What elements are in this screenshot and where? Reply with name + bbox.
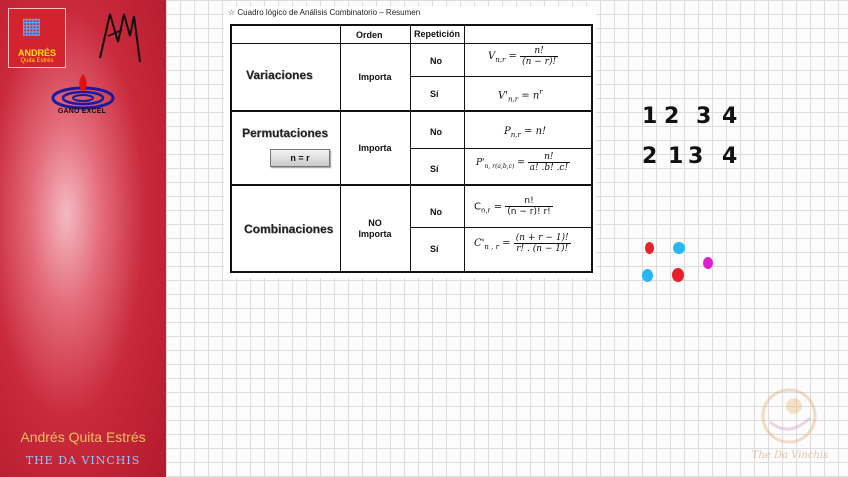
left-brand-panel: [0, 0, 166, 477]
handwritten-digit: 2: [642, 144, 658, 169]
formula-variaciones: $V_{n,r}$ = $\frac{n!}{(n - r)!}$: [488, 46, 557, 67]
handwritten-digit: 4: [722, 144, 738, 169]
formula-permutaciones-repeticion: $P'_{n, r(a,b,c)}$ = $\frac{n!}{a! .b! .c!}$: [476, 152, 569, 173]
red-dot: [672, 268, 684, 282]
header-orden: Orden: [356, 30, 383, 40]
orden-value: NO Importa: [358, 218, 392, 239]
red-dot: [645, 242, 654, 254]
handwritten-digit: 3: [696, 104, 712, 129]
formula-combinaciones: $C_{n,r}$ = $\frac{n!}{(n - r)! r!}$: [474, 196, 551, 217]
category-variaciones: Variaciones: [246, 68, 313, 82]
magenta-dot: [703, 257, 713, 269]
blue-dot: [673, 242, 685, 254]
repeticion-value: Sí: [430, 89, 439, 99]
handwritten-digit: 2: [664, 104, 680, 129]
cubes-icon: ▦: [21, 13, 42, 38]
summary-table: [230, 24, 593, 273]
handwritten-digit: 1: [642, 104, 658, 129]
orden-value: Importa: [358, 143, 392, 153]
repeticion-value: No: [430, 127, 442, 137]
formula-permutaciones: $P_{n,r} = n$!: [504, 126, 547, 139]
category-permutaciones: Permutaciones: [242, 126, 329, 140]
logo-name: ANDRÉS: [17, 48, 56, 58]
repeticion-value: No: [430, 56, 442, 66]
logo-subtitle: Quita Estrés: [20, 58, 54, 64]
handwritten-digit: 4: [722, 104, 738, 129]
category-combinaciones: Combinaciones: [244, 222, 334, 236]
n-equals-r-badge: n = r: [270, 149, 330, 167]
handwritten-digit: 3: [688, 144, 704, 169]
watermark-logo-icon: [752, 378, 826, 446]
repeticion-value: Sí: [430, 164, 439, 174]
gano-excel-text: GANO EXCEL: [57, 108, 107, 115]
signature-icon: [96, 6, 152, 64]
formula-variaciones-repeticion: $V'_{n,r} = n^r$: [498, 88, 543, 104]
card-title: ☆ Cuadro lógico de Análisis Combinatorio – Resumen: [228, 8, 421, 17]
handwritten-digit: 1: [668, 144, 684, 169]
repeticion-value: Sí: [430, 244, 439, 254]
blue-dot: [642, 269, 653, 282]
header-repeticion: Repetición: [414, 29, 461, 39]
formula-combinaciones-repeticion: $C'_{n , r}$ = $\frac{(n + r - 1)!}{r! . (n - 1)!}$: [474, 233, 569, 254]
brand-name: Andrés Quita Estrés: [20, 429, 146, 445]
andres-logo: [8, 8, 66, 68]
orden-value: Importa: [358, 72, 392, 82]
brand-subtitle: THE DA VINCHIS: [25, 454, 141, 467]
repeticion-value: No: [430, 207, 442, 217]
combinatorics-summary-card: [224, 6, 596, 278]
watermark-text: The Da Vinchis: [751, 450, 829, 461]
